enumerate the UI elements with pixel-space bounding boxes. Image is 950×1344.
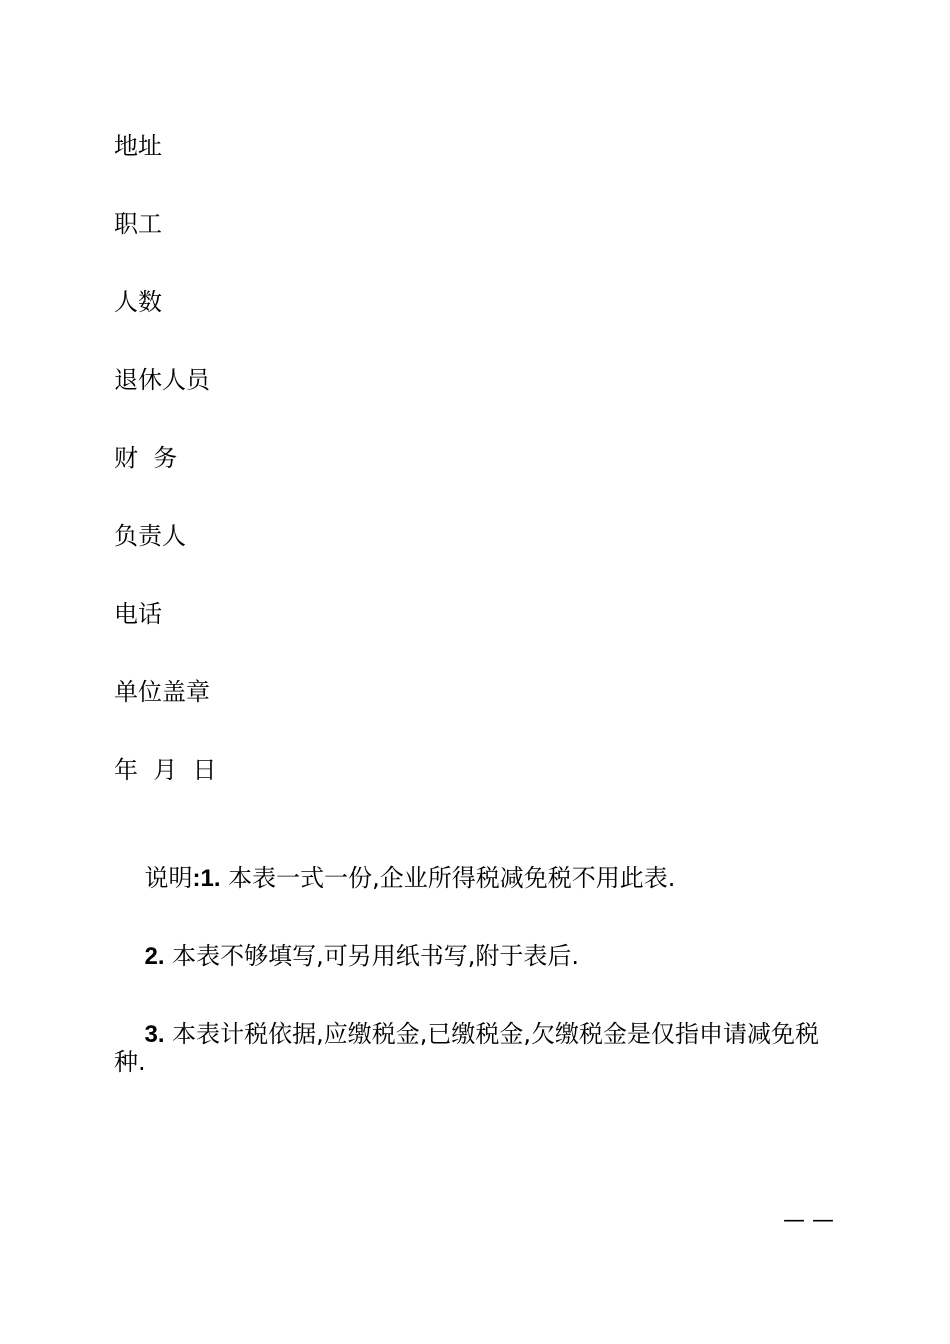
note-2-number: 2. <box>144 943 165 970</box>
note-3 <box>114 989 819 1080</box>
note-1-number: :1. <box>192 865 221 892</box>
field-finance: 财 务 <box>114 444 178 472</box>
page-number-mark: — — <box>783 1208 834 1233</box>
field-retirees: 退休人员 <box>114 366 210 394</box>
note-2-text: 本表不够填写,可另用纸书写,附于表后. <box>164 942 580 970</box>
note-1-prefix: 说明 <box>144 864 193 892</box>
field-address: 地址 <box>114 132 162 160</box>
field-seal: 单位盖章 <box>114 678 210 706</box>
field-date: 年 月 日 <box>114 756 217 784</box>
note-3-text: 本表计税依据,应缴税金,已缴税金,欠缴税金是仅指申请减免税 <box>164 1020 820 1048</box>
note-3-number: 3. <box>144 1021 165 1048</box>
note-1-text: 本表一式一份,企业所得税减免税不用此表. <box>220 864 676 892</box>
field-staff-label-1: 职工 <box>114 210 162 238</box>
field-phone: 电话 <box>114 600 162 628</box>
field-person-in-charge: 负责人 <box>114 522 186 550</box>
field-staff-label-2: 人数 <box>114 288 162 316</box>
note-3-continuation: 种. <box>114 1048 146 1076</box>
